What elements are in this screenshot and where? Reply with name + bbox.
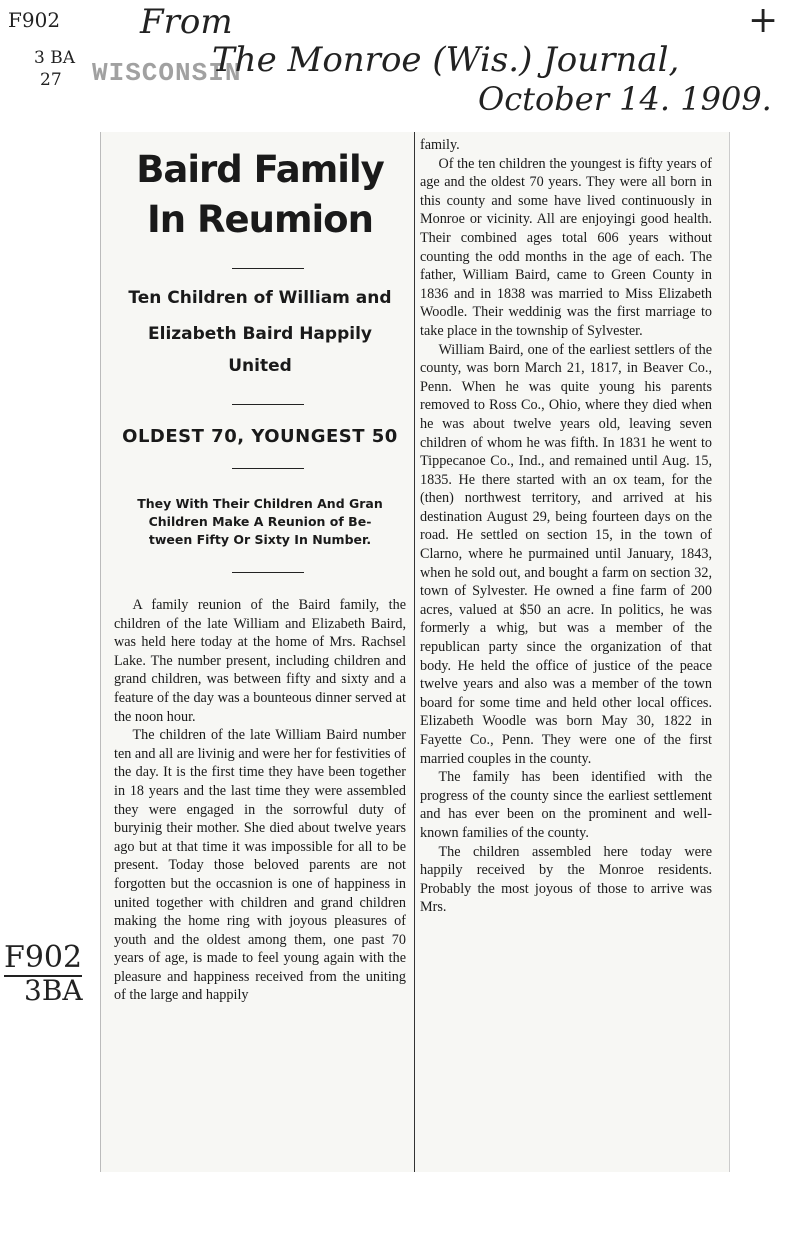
paragraph-family-progress: The family has been identified with the progress of the county since the earliest settlement and has ever been on the prominent and well-known families of the county.	[420, 769, 712, 841]
subhead-line-2: Elizabeth Baird Happily	[148, 324, 372, 344]
headline-line-2: In Reumion	[147, 198, 373, 241]
headline-rule	[232, 268, 304, 269]
source-date: October 14. 1909.	[478, 80, 772, 118]
column-rule	[414, 132, 415, 1172]
deck-rule	[232, 468, 304, 469]
archive-code-2: 3 BA	[34, 48, 75, 68]
subhead-line-3: United	[228, 356, 292, 376]
summary-line-2: Children Make A Reunion of Be-	[148, 514, 372, 529]
subhead-line-1: Ten Children of William and	[128, 288, 392, 308]
side-code-1: F902	[4, 940, 83, 975]
headline-line-1: Baird Family	[136, 148, 384, 191]
paragraph-assembled: The children assembled here today were happily received by the Monroe residents. Probably the most joyous of those to arrive was Mrs.	[420, 843, 712, 916]
wisconsin-stamp: WISCONSIN	[92, 58, 242, 88]
archive-code-3: 27	[40, 70, 62, 90]
paragraph-william-baird: William Baird, one of the earliest settlers of the county, was born March 21, 1817, in Beaver Co., Penn. When he was quite young his parents removed to Ross Co., Ohio, where they died when he was about twelve years old, leaving seven children of whom he was fifth. In 1831 he went to Tippecanoe Co., Ind., and remained until Aug. 15, 1835. He there started with an ox team, for the (then) northwest territory, and arrived at his destination August 29, being fourteen days on the road. He settled on section 15, in the town of Clarno, where he purmained until January, 1843, when he sold out, and bought a farm on section 32, town of Sylvester. He owned a fine farm of 200 acres, valued at $50 an acre. In politics, he was formerly a whig, but was a member of the republican party since the organization of that body. He held the office of justice of the peace twelve years and also was a member of the town board for some time and held other local offices. Elizabeth Woodle was born May 30, 1822 in Fayette Co., Penn. They were one of the first married couples in the county.	[420, 341, 712, 767]
archive-code-1: F902	[8, 8, 61, 32]
deck-line: OLDEST 70, YOUNGEST 50	[122, 426, 398, 447]
plus-mark: +	[748, 0, 779, 41]
source-from: From	[140, 2, 233, 42]
paragraph-intro: A family reunion of the Baird family, the children of the late William and Elizabeth Baird, was held here today at the home of Mrs. Rachsel Lake. The number present, including children and grand children, was between fifty and sixty and a feature of the day was a bounteous dinner served at the noon hour.	[114, 597, 406, 725]
paragraph-ages: Of the ten children the youngest is fifty years of age and the oldest 70 years. They were all born in this county and some have lived continuously in Monroe or vicinity. All are enjoyingi good health. Their combined ages total 606 years without counting the odd months in the age of each. The father, William Baird, came to Green County in 1836 and in 1838 was married to Miss Elizabeth Woodle. Their weddinig was the first marriage to take place in the township of Sylvester.	[420, 155, 712, 339]
right-column-body	[420, 136, 712, 917]
side-code-2: 3BA	[24, 974, 83, 1007]
paragraph-children: The children of the late William Baird number ten and all are livinig and were her for festivities of the day. It is the first time they have been together in 18 years and the last time they were assembled they were engaged in the sorrowful duty of buryinig their mother. She died about twelve years ago but at that time it was impossible for all to be present. Today those beloved parents are not forgotten but the occasnion is one of happiness in united together with children and grand children making the home ring with joyous pleasures of youth and the oldest among them, one past 70 years of age, is made to feel young again with the pleasure and happiness received from the uniting of the large and happily	[114, 727, 406, 1004]
summary-rule	[232, 572, 304, 573]
summary-line-3: tween Fifty Or Sixty In Number.	[148, 532, 372, 547]
paragraph-family-cont: family.	[420, 137, 460, 153]
subhead-rule	[232, 404, 304, 405]
left-column-body	[114, 596, 406, 1005]
source-publication: The Monroe (Wis.) Journal,	[212, 40, 680, 80]
summary-line-1: They With Their Children And Gran	[137, 496, 383, 511]
